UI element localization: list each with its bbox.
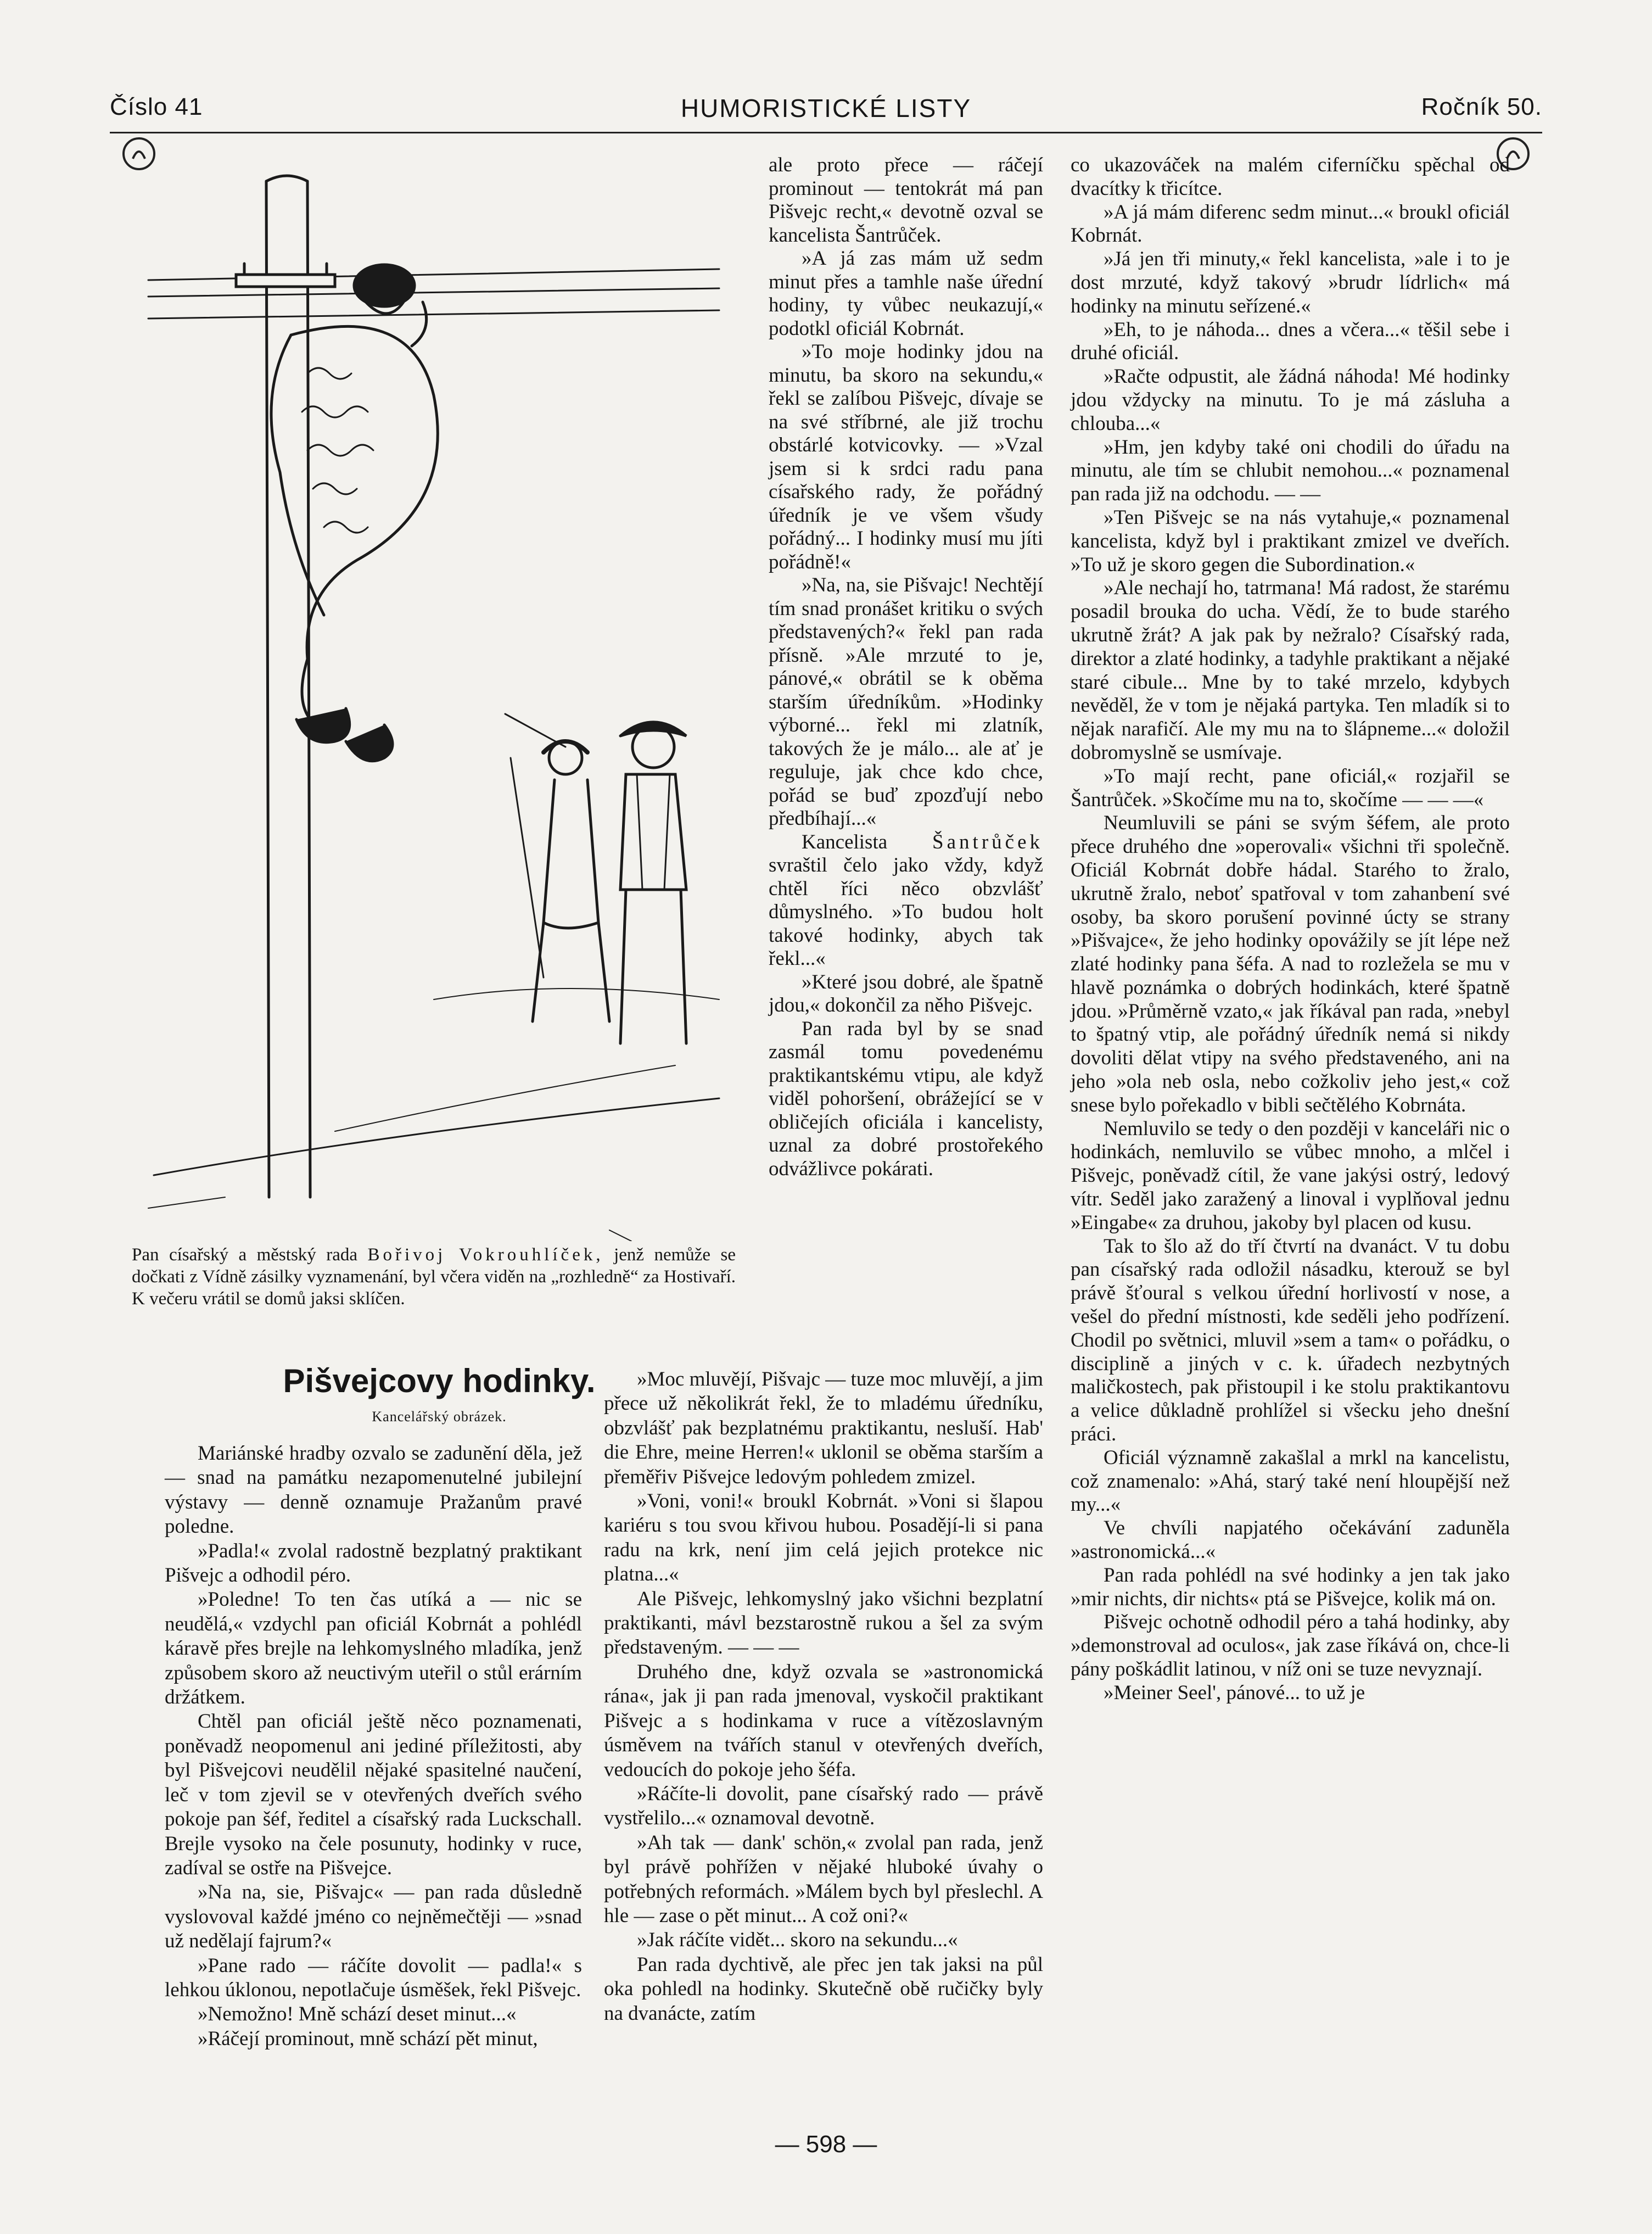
spaced-name: Šantrůček [932, 830, 1043, 853]
paragraph: »Které jsou dobré, ale špatně jdou,« dokončil za něho Pišvejc. [769, 970, 1043, 1017]
paragraph: Chtěl pan oficiál ještě něco poznamenati, poněvadž neopomenul ani jediné příležitosti, aby byl Pišvejcovi neudělil nějaké spasitelné naučení, leč v tom zjevil se v otevřených dveřích svého pokoje pan šéf, ředitel a císařský rada Luckschall. Brejle vysoko na čele posunuty, hodinky v ruce, zadíval se ostře na Pišvejce. [165, 1710, 582, 1879]
paragraph: »Ah tak — dank' schön,« zvolal pan rada, jenž byl právě pohřížen v nějaké hluboké úvahy o potřebných reformách. »Málem bych byl přeslechl. A hle — zase o pět minut... A což oni?« [604, 1831, 1043, 1927]
paragraph: Druhého dne, když ozvala se »astronomická rána«, jak ji pan rada jmenoval, vyskočil praktikant Pišvejc a s hodinkama v ruce a vítězoslavným úsměvem na tvářích stanul v otevřených dveřích, vedoucích do pokoje jeho šéfa. [604, 1660, 1043, 1781]
paragraph: Pan rada dychtivě, ale přec jen tak jaksi na půl oka pohledl na hodinky. Skutečně obě ručičky byly na dvanácte, zatím [604, 1953, 1043, 2025]
column-left [165, 1442, 582, 2051]
paragraph: »To moje hodinky jdou na minutu, ba skoro na sekundu,« řekl se zalíbou Pišvejc, dívaje se na své stříbrné, ale již trochu obstárlé kotvicovky. — »Vzal jsem si k srdci radu pana císařského rady, že pořádný úředník je ve všem všudy pořádný... I hodinky musí mu jíti pořádně!« [769, 340, 1043, 573]
paragraph: »Na, na, sie Pišvajc! Nechtějí tím snad pronášet kritiku o svých představených?« řekl pan rada přísně. »Ale mrzuté to je, pánové,« obrátil se k oběma starším úředníkům. »Hodinky výborné... řekl mi zlatník, takových že je málo... ale ať je reguluje, jak chce kdo chce, pořád se buď zpozďují nebo předbíhají...« [769, 574, 1043, 830]
paragraph: Pišvejc ochotně odhodil péro a tahá hodinky, aby »demonstroval ad oculos«, jak zase říkává on, chce-li pány poškádlit latinou, v níž oni se tuze nevyznají. [1071, 1611, 1510, 1680]
paragraph: Oficiál významně zakašlal a mrkl na kancelistu, což znamenalo: »Ahá, starý také není hloupější než my...« [1071, 1446, 1510, 1516]
paragraph: »Jak ráčíte vidět... skoro na sekundu...« [637, 1929, 958, 1952]
issue-number: Číslo 41 [110, 93, 203, 120]
cartoon-illustration [126, 165, 741, 1241]
running-header [110, 93, 1542, 137]
paragraph: Nemluvilo se tedy o den později v kanceláři nic o hodinkách, nemluvilo se vůbec mnoho, a mlčel i Pišvejc, poněvadž cítil, že vane jakýsi ostrý, ledový vítr. Seděl jako zaražený a linoval i vyplňoval jednu »Eingabe« za druhou, jakoby byl placen od kusu. [1071, 1117, 1510, 1234]
paragraph: »Nemožno! Mně schází deset minut...« [198, 2003, 517, 2026]
column-middle-upper [769, 154, 1043, 1181]
page-number: — 598 — [775, 2131, 877, 2158]
paragraph: »A já mám diferenc sedm minut...« broukl oficiál Kobrnát. [1071, 200, 1510, 247]
article-title: Pišvejcovy hodinky. [283, 1362, 596, 1399]
paragraph: Kancelista Šantrůček svraštil čelo jako vždy, když chtěl říci něco obzvlášť důmyslného. »To budou holt takové hodinky, abych tak řekl...« [769, 830, 1043, 970]
paragraph: Pan rada pohlédl na své hodinky a jen tak jako »mir nichts, dir nichts« ptá se Pišvejce, kolik má on. [1071, 1563, 1510, 1610]
paragraph: »Meiner Seel', pánové... to už je [1104, 1681, 1365, 1704]
paragraph: »Na na, sie, Pišvajc« — pan rada důsledně vyslovoval každé jméno co nejněmečtěji — »snad už nedělají fajrum?« [165, 1881, 582, 1953]
paragraph: Ale Pišvejc, lehkomyslný jako všichni bezplatní praktikanti, mávl bezstarostně rukou a šel za svým představeným. — — — [604, 1587, 1043, 1659]
paragraph: »Voni, voni!« broukl Kobrnát. »Voni si šlapou kariéru s tou svou křivou hubou. Posadějí-li si pana radu na krk, není jim celá jejich protekce nic platna...« [604, 1490, 1043, 1586]
column-middle-lower [604, 1367, 1043, 2026]
paragraph: »Pane rado — ráčíte dovolit — padla!« s lehkou úklonou, nepotlačuje úsměšek, řekl Pišvejc. [165, 1954, 582, 2001]
paragraph: »Moc mluvějí, Pišvajc — tuze moc mluvějí, a jim přece už několikrát řekl, že to mladému úředníku, obzvlášť pak bezplatnému praktikantu, nesluší. Hab' die Ehre, meine Herren!« uklonil se oběma starším a přeměřiv Pišvejce ledovým pohledem zmizel. [604, 1368, 1043, 1488]
article-subtitle: Kancelářský obrázek. [372, 1409, 507, 1425]
illustration-caption: Pan císařský a městský rada Bořivoj Vokrouhlíček, jenž nemůže se dočkati z Vídně zásilky vyznamenání, byl včera viděn na „rozhledně“ za Hostivaří. K večeru vrátil se domů jaksi sklíčen. [132, 1245, 736, 1309]
paragraph: »Račte odpustit, ale žádná náhoda! Mé hodinky jdou vždycky na minutu. To je má zásluha a chlouba...« [1071, 365, 1510, 435]
volume-number: Ročník 50. [1421, 93, 1542, 120]
paragraph: »To mají recht, pane oficiál,« rozjařil se Šantrůček. »Skočíme mu na to, skočíme — — —« [1071, 764, 1510, 811]
paragraph: Neumluvili se páni se svým šéfem, ale proto přece druhého dne »operovali« všichni tři společně. Oficiál Kobrnát dobře hádal. Starého to žralo, ukrutně žralo, neboť spatřoval v tom zahanbení své osoby, ba skoro porušení povinné úcty se strany »Pišvajce«, že jeho hodinky opovážily se jít lépe než zlaté hodinky pana šéfa. A nad to rozležela se mu v hlavě poznámka o dobrých hodinkách, které špatně jdou. »Průměrně vzato,« jak říkával pan rada, »nebyl to špatný vtip, ale pořádný úředník nemá si nikdy dovoliti dělat vtipy na svého představeného, ani na jeho »ola neb osla, nebo cožkoliv jeho jest,« což snese bylo pořekadlo v bibli sečtělého Kobrnáta. [1071, 812, 1510, 1116]
paragraph: ale proto přece — ráčejí prominout — tentokrát má pan Pišvejc recht,« devotně ozval se kancelista Šantrůček. [769, 154, 1043, 247]
paragraph: »Ten Pišvejc se na nás vytahuje,« poznamenal kancelista, když byl i praktikant zmizel ve dveřích. »To už je skoro gegen die Subordination.« [1071, 506, 1510, 576]
paragraph: »Padla!« zvolal radostně bezplatný praktikant Pišvejc a odhodil péro. [165, 1539, 582, 1587]
paragraph: Pan rada byl by se snad zasmál tomu povedenému praktikantskému vtipu, ale když viděl pohoršení, obrážející se v obličejích oficiála i kancelisty, uznal za dobré prostořekého odvážlivce pokárati. [769, 1017, 1043, 1180]
paragraph: »Hm, jen kdyby také oni chodili do úřadu na minutu, ale tím se chlubit nemohou...« poznamenal pan rada již na odchodu. — — [1071, 435, 1510, 506]
masthead-title: HUMORISTICKÉ LISTY [680, 94, 972, 122]
paragraph: »Eh, to je náhoda... dnes a včera...« těšil sebe i druhé oficiál. [1071, 318, 1510, 365]
paragraph: Ve chvíli napjatého očekávání zaduněla »astronomická...« [1071, 1517, 1510, 1563]
paragraph: co ukazováček na malém ciferníčku spěchal od dvacítky k třicítce. [1071, 154, 1510, 200]
paragraph: »Já jen tři minuty,« řekl kancelista, »ale i to je dost mrzuté, když takový »brudr lídrlich« má hodinky na minutu seřízené.« [1071, 248, 1510, 317]
paragraph: Mariánské hradby ozvalo se zadunění děla, jež — snad na památku nezapomenutelné jubilejní výstavy — denně oznamuje Pražanům pravé poledne. [165, 1442, 582, 1538]
paragraph: »Ráčíte-li dovolit, pane císařský rado — právě vystřelilo...« oznamoval devotně. [604, 1782, 1043, 1830]
paragraph: »Poledne! To ten čas utíká a — nic se neudělá,« vzdychl pan oficiál Kobrnát a pohlédl káravě přes brejle na lehkomyslného mladíka, jenž způsobem skoro až neuctivým uteřil o stůl erárním držátkem. [165, 1588, 582, 1709]
header-rule [110, 132, 1542, 133]
column-right [1071, 154, 1510, 1705]
paragraph: »Ráčejí prominout, mně schází pět minut, [198, 2027, 538, 2050]
paragraph: »Ale nechají ho, tatrmana! Má radost, že starému posadil brouka do ucha. Vědí, že to bude starého ukrutně žrát? A jak pak by nežralo? Císařský rada, direktor a zlaté hodinky, a tadyhle praktikant a nějaké staré cibule... Mne by to také mrzelo, kdybych nevěděl, že v tom je nějaká partyka. Ten mladík si to nějak narafičí. Ale my mu na to šlápneme...« doložil dobromyslně se usmívaje. [1071, 577, 1510, 764]
paragraph: Tak to šlo až do tří čtvrtí na dvanáct. V tu dobu pan císařský rada odložil násadku, kterouž se byl právě šťoural s velkou úřední horlivostí v nose, a vešel do přední místnosti, kde seděli jeho podřízení. Chodil po světnici, mluvil »sem a tam« o pořádku, o disciplině a jiných v c. k. úřadech nezbytných maličkostech, pak přistoupil i ke stolu praktikantovu a velice důkladně prohlížel si všecku jeho dnešní práci. [1071, 1235, 1510, 1446]
paragraph: »A já zas mám už sedm minut přes a tamhle naše úřední hodiny, ty vůbec neukazují,« podotkl oficiál Kobrnát. [769, 247, 1043, 340]
